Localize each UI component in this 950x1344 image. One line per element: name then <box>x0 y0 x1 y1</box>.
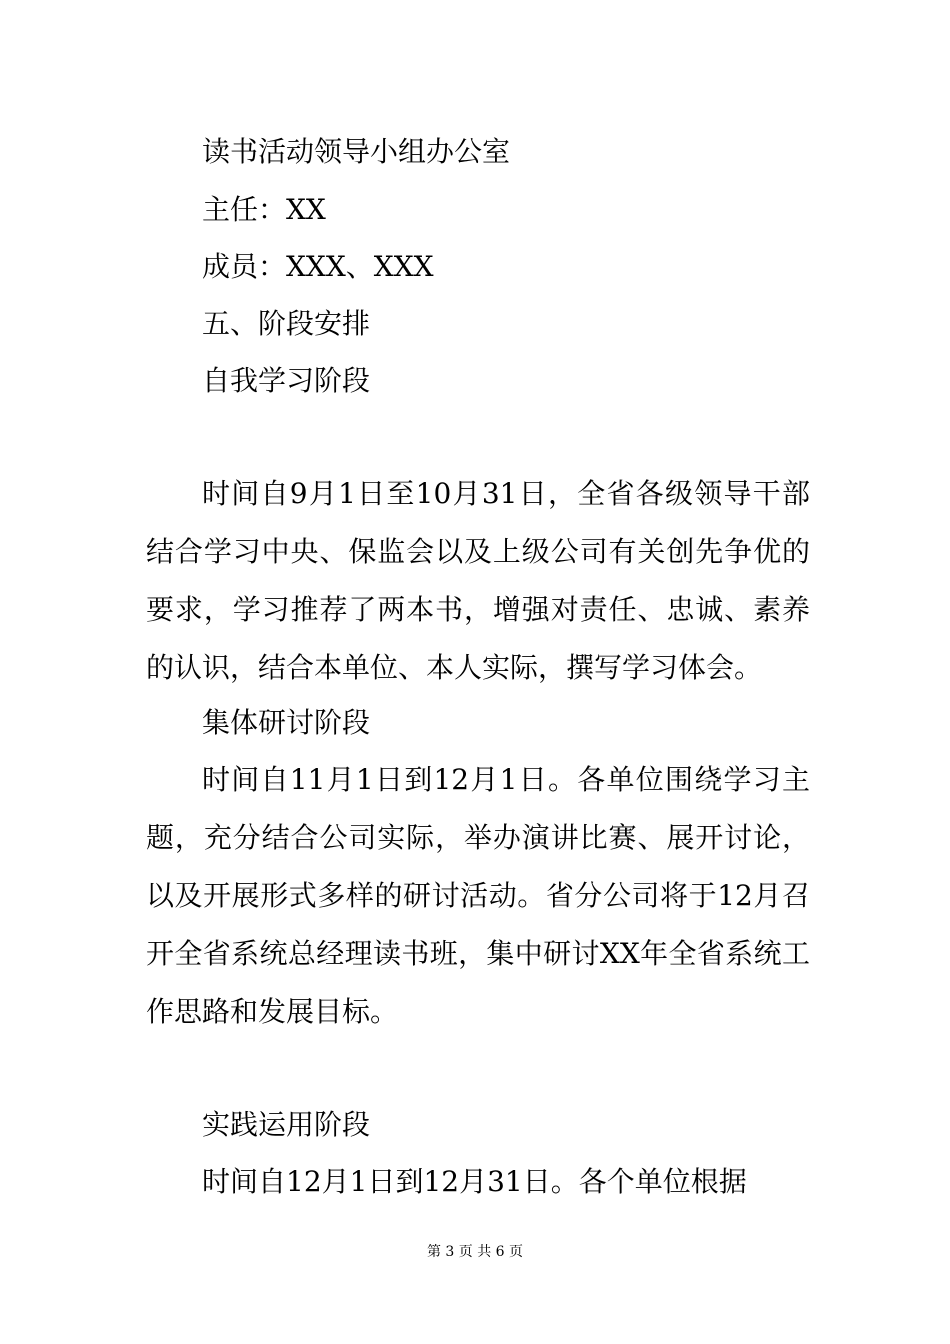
director-line: 主任：XX <box>202 193 326 226</box>
office-heading: 读书活动领导小组办公室 <box>202 135 511 168</box>
stage3-paragraph: 时间自12月1日到12月31日。各个单位根据 <box>202 1165 747 1198</box>
section-five-heading: 五、阶段安排 <box>202 307 371 340</box>
stage3-heading: 实践运用阶段 <box>202 1108 371 1141</box>
stage1-paragraph: 时间自9月1日至10月31日，全省各级领导干部结合学习中央、保监会以及上级公司有关创先争优的要求，学习推荐了两本书，增强对责任、忠诚、素养的认识，结合本单位、本人实际，撰写学习体会。 <box>146 477 810 684</box>
stage2-heading: 集体研讨阶段 <box>202 706 371 739</box>
stage2-paragraph: 时间自11月1日到12月1日。各单位围绕学习主题，充分结合公司实际，举办演讲比赛、展开讨论，以及开展形式多样的研讨活动。省分公司将于12月召开全省系统总经理读书班，集中研讨XX年全省系统工作思路和发展目标。 <box>146 763 810 1028</box>
members-line: 成员：XXX、XXX <box>202 250 434 283</box>
stage1-heading: 自我学习阶段 <box>202 364 371 397</box>
page-number-footer: 第 3 页 共 6 页 <box>426 1244 524 1260</box>
